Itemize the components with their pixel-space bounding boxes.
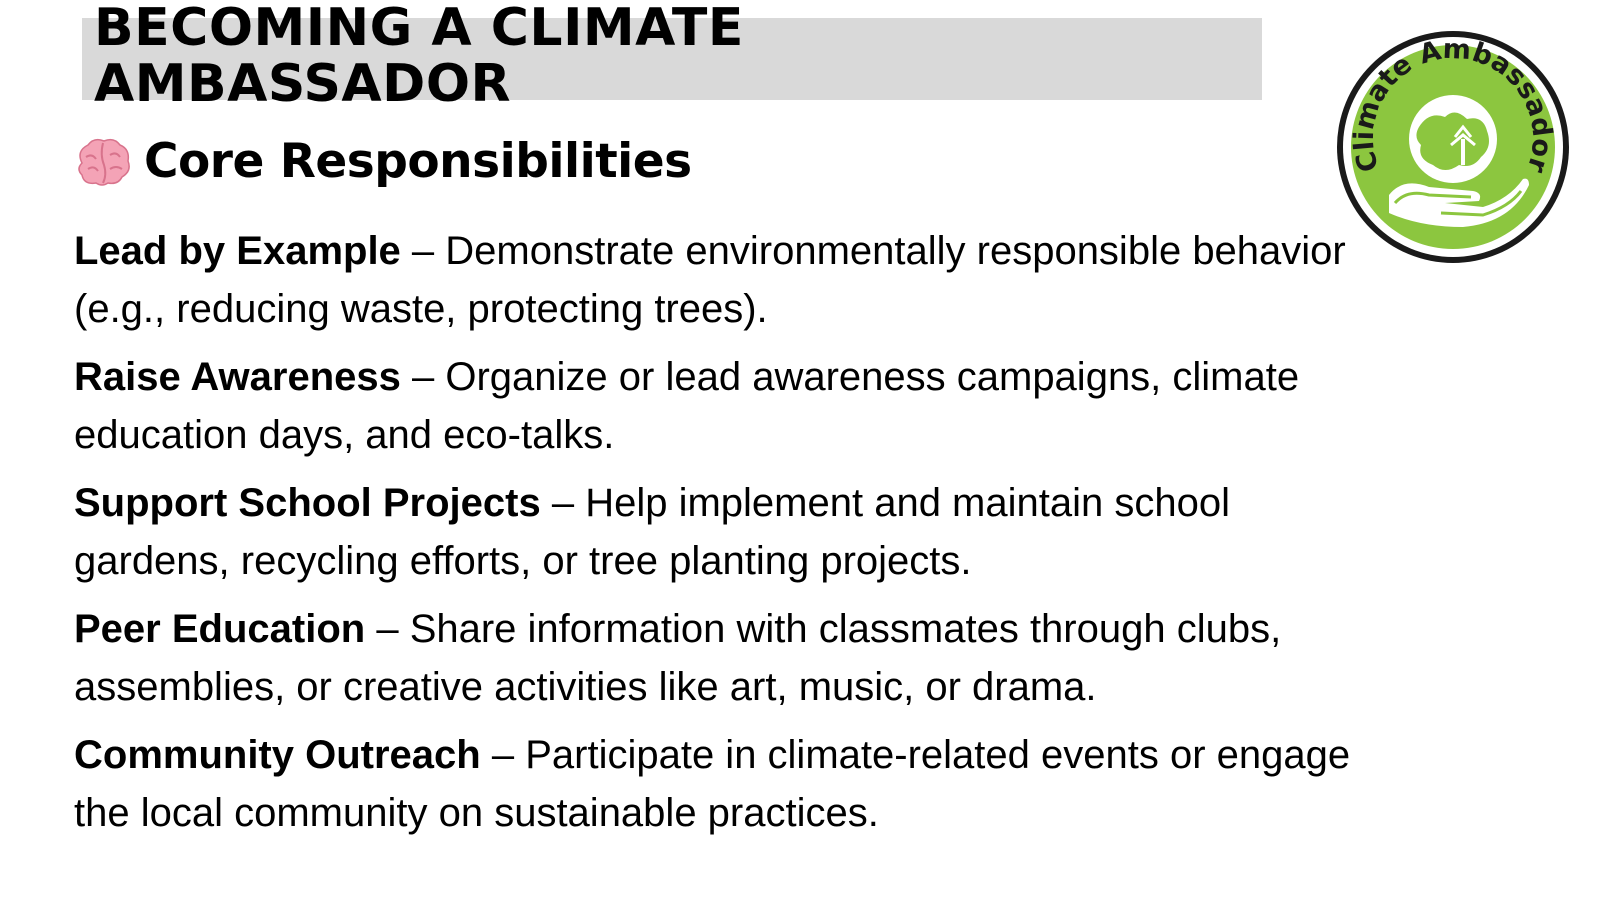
item-term: Support School Projects bbox=[74, 481, 541, 525]
item-dash: – bbox=[400, 355, 446, 399]
section-title: Core Responsibilities bbox=[144, 134, 692, 189]
item-description: Help implement and maintain school gardens, recycling efforts, or tree planting projects. bbox=[74, 481, 1230, 583]
item-dash: – bbox=[365, 607, 410, 651]
item-description: Participate in climate-related events or engage the local community on sustainable practices. bbox=[74, 733, 1351, 835]
item-description: Demonstrate environmentally responsible behavior (e.g., reducing waste, protecting trees). bbox=[74, 229, 1346, 331]
item-dash: – bbox=[540, 481, 586, 525]
slide-title bbox=[94, 0, 744, 112]
item-description: Organize or lead awareness campaigns, climate education days, and eco-talks. bbox=[74, 355, 1300, 457]
item-dash: – bbox=[480, 733, 526, 777]
item-term: Lead by Example bbox=[74, 229, 401, 273]
climate-ambassador-logo bbox=[1333, 27, 1573, 267]
item-term: Peer Education bbox=[74, 607, 366, 651]
list-item bbox=[74, 222, 1364, 338]
list-item bbox=[74, 726, 1364, 842]
list-item bbox=[74, 474, 1364, 590]
list-item bbox=[74, 348, 1364, 464]
item-term: Community Outreach bbox=[74, 733, 481, 777]
list-item bbox=[74, 600, 1364, 716]
item-term: Raise Awareness bbox=[74, 355, 401, 399]
slide-title-line-1: BECOMING A CLIMATE bbox=[94, 0, 744, 58]
section-heading bbox=[74, 132, 692, 192]
slide-title-line-2: AMBASSADOR bbox=[94, 54, 512, 114]
item-dash: – bbox=[400, 229, 446, 273]
brain-icon bbox=[74, 137, 132, 187]
item-description: Share information with classmates through clubs, assemblies, or creative activities like art, music, or drama. bbox=[74, 607, 1282, 709]
logo-text: Climate Ambassador bbox=[1348, 33, 1558, 177]
responsibilities-list bbox=[74, 222, 1364, 852]
